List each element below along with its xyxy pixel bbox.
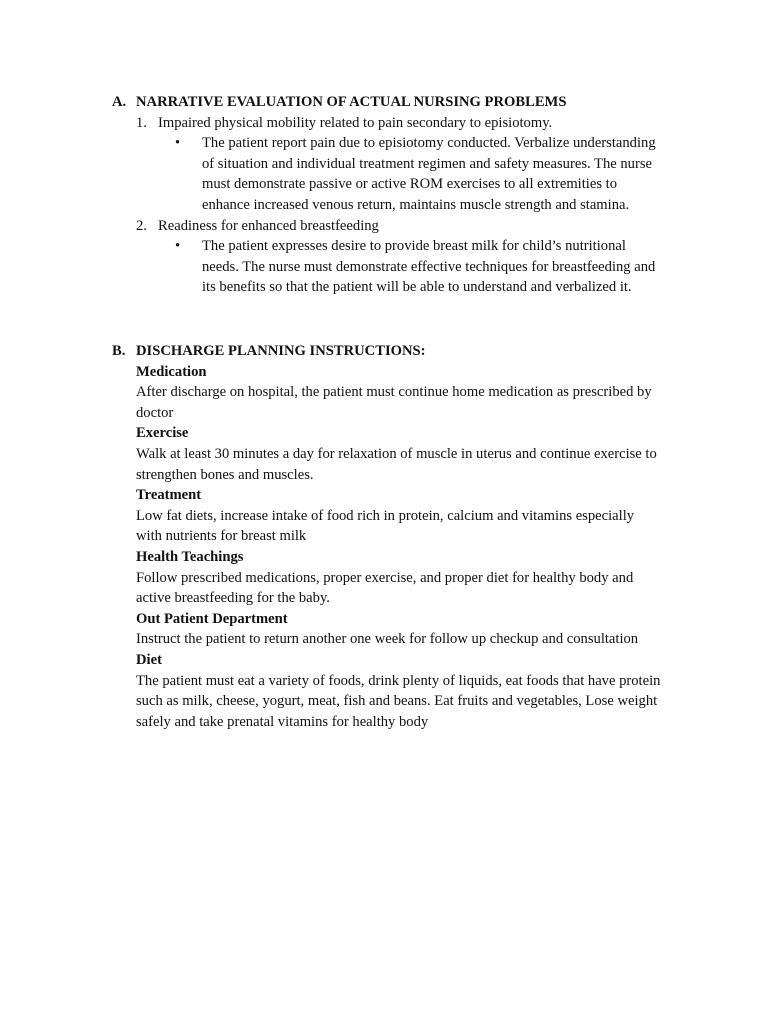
section-b-heading xyxy=(0,341,768,362)
bullet-icon: • xyxy=(175,238,181,255)
subsection-heading: Diet xyxy=(136,651,162,668)
section-narrative-evaluation xyxy=(0,92,768,298)
problem-item-1-bullet xyxy=(175,133,680,215)
paragraph-line: Low fat diets, increase intake of food rich in protein, calcium and vitamins especially xyxy=(136,507,635,524)
section-a-letter: A. xyxy=(112,94,127,110)
subsection-heading: Medication xyxy=(136,363,207,380)
subsection-exercise xyxy=(0,423,768,485)
subsection-heading: Treatment xyxy=(136,487,202,504)
subsection-heading: Health Teachings xyxy=(136,548,244,565)
subsection-treatment xyxy=(0,485,768,547)
subsection-heading: Out Patient Department xyxy=(136,610,288,627)
paragraph-line: safely and take prenatal vitamins for healthy body xyxy=(136,713,429,730)
subsection-heading: Exercise xyxy=(136,425,189,442)
subsection-out-patient-department xyxy=(0,609,768,650)
paragraph-line: The patient must eat a variety of foods, drink plenty of liquids, eat foods that have protein xyxy=(136,672,661,689)
paragraph-line: such as milk, cheese, yogurt, meat, fish and beans. Eat fruits and vegetables, Lose weight xyxy=(136,693,658,710)
paragraph-line: Walk at least 30 minutes a day for relaxation of muscle in uterus and continue exercise to xyxy=(136,445,657,462)
paragraph-line: with nutrients for breast milk xyxy=(136,528,307,545)
problem-item-2-bullet xyxy=(175,236,680,298)
problem-item-2-text: Readiness for enhanced breastfeeding xyxy=(158,217,379,234)
paragraph-line: active breastfeeding for the baby. xyxy=(136,590,330,607)
problem-item-2-number: 2. xyxy=(136,217,147,234)
paragraph-line: doctor xyxy=(136,404,174,421)
problem-item-1 xyxy=(0,113,768,134)
bullet-text-line: needs. The nurse must demonstrate effective techniques for breastfeeding and xyxy=(202,258,656,275)
paragraph-line: Instruct the patient to return another one week for follow up checkup and consultation xyxy=(136,631,639,648)
paragraph-line: After discharge on hospital, the patient must continue home medication as prescribed by xyxy=(136,384,652,401)
paragraph-line: strengthen bones and muscles. xyxy=(136,466,314,483)
section-b-title: DISCHARGE PLANNING INSTRUCTIONS: xyxy=(136,343,426,359)
problem-item-1-number: 1. xyxy=(136,114,147,131)
problem-item-2 xyxy=(0,216,768,237)
bullet-text-line: The patient expresses desire to provide breast milk for child’s nutritional xyxy=(202,238,626,255)
bullet-icon: • xyxy=(175,135,181,152)
section-a-title: NARRATIVE EVALUATION OF ACTUAL NURSING PROBLEMS xyxy=(136,94,567,110)
problem-item-1-text: Impaired physical mobility related to pain secondary to episiotomy. xyxy=(158,114,553,131)
section-b-letter: B. xyxy=(112,343,126,359)
bullet-text-line: The patient report pain due to episiotomy conducted. Verbalize understanding xyxy=(202,135,656,152)
bullet-text-line: of situation and individual treatment regimen and safety measures. The nurse xyxy=(202,155,652,172)
bullet-text-line: enhance increased venous return, maintains muscle strength and stamina. xyxy=(202,196,630,213)
paragraph-line: Follow prescribed medications, proper exercise, and proper diet for healthy body and xyxy=(136,569,634,586)
bullet-text-line: must demonstrate passive or active ROM exercises to all extremities to xyxy=(202,176,618,193)
subsection-diet xyxy=(0,650,768,732)
section-discharge-planning xyxy=(0,341,768,732)
subsection-medication xyxy=(0,362,768,424)
bullet-text-line: its benefits so that the patient will be able to understand and verbalized it. xyxy=(202,279,632,296)
section-a-heading xyxy=(0,92,768,113)
subsection-health-teachings xyxy=(0,547,768,609)
